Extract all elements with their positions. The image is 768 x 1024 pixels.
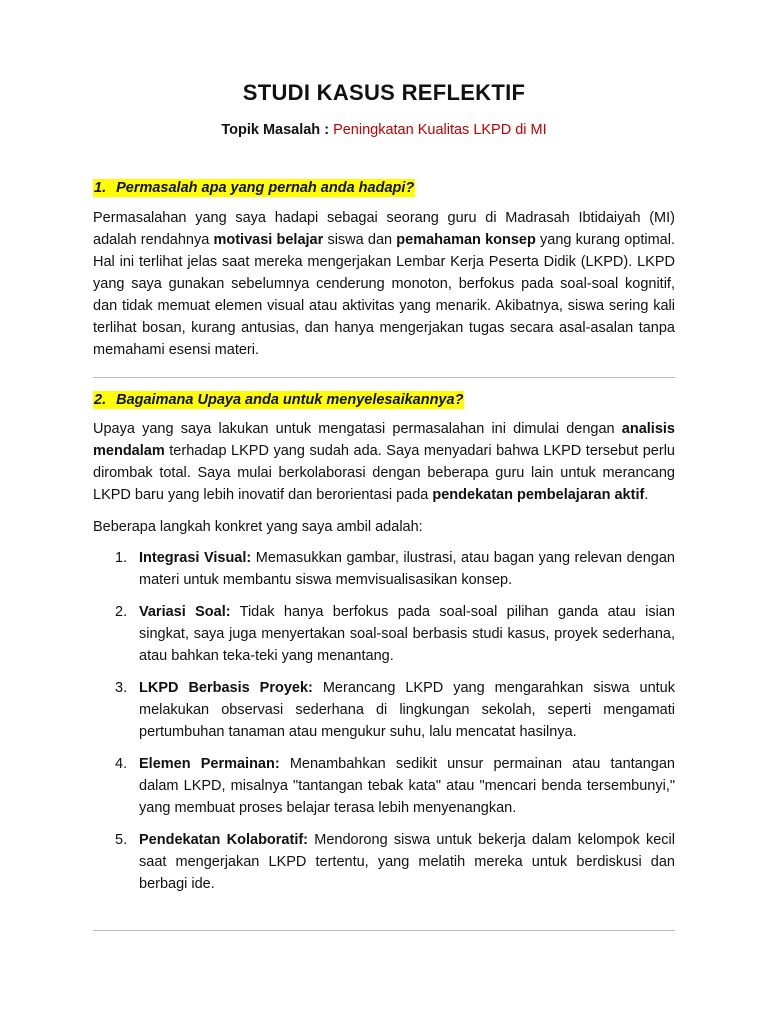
steps-list xyxy=(93,547,675,895)
question-1-number: 1. xyxy=(94,180,107,196)
step-text: Tidak hanya berfokus pada soal-soal pilihan ganda atau isian singkat, saya juga menyertakan soal-soal berbasis studi kasus, proyek sederhana, atau bahkan teka-teki yang menantang. xyxy=(139,604,675,664)
topic-line xyxy=(0,122,768,138)
step-term: Pendekatan Kolaboratif: xyxy=(139,832,309,848)
step-text: Merancang LKPD yang mengarahkan siswa untuk melakukan observasi sederhana di lingkungan sekolah, seperti mengamati pertumbuhan tanaman atau mengukur suhu, lalu mencatat hasilnya. xyxy=(139,680,675,740)
step-text: Memasukkan gambar, ilustrasi, atau bagan yang relevan dengan materi untuk membantu siswa memvisualisasikan konsep. xyxy=(139,550,675,588)
question-1-text: Permasalah apa yang pernah anda hadapi? xyxy=(116,180,415,196)
step-text: Mendorong siswa untuk bekerja dalam kelompok kecil saat mengerjakan LKPD tertentu, yang melatih mereka untuk berdiskusi dan berbagi ide. xyxy=(139,832,675,892)
text-run: yang kurang optimal. Hal ini terlihat jelas saat mereka mengerjakan Lembar Kerja Peserta Didik (LKPD). LKPD yang saya gunakan sebelumnya cenderung monoton, berfokus pada soal-soal kognitif, dan tidak memuat elemen visual atau aktivitas yang menarik. Akibatnya, siswa sering kali terlihat bosan, kurang antusias, dan hanya mengerjakan tugas secara asal-asalan tanpa memahami esensi materi. xyxy=(93,232,675,358)
text-run: Permasalahan yang saya hadapi sebagai seorang guru di Madrasah Ibtidaiyah (MI) adalah rendahnya xyxy=(93,210,675,248)
list-item xyxy=(93,547,675,591)
list-number: 3. xyxy=(115,680,128,696)
topic-label: Topik Masalah : xyxy=(221,122,330,138)
question-1-heading xyxy=(93,179,415,197)
section-solution xyxy=(93,391,675,905)
text-run: siswa dan xyxy=(323,232,397,248)
step-term: Elemen Permainan: xyxy=(139,756,280,772)
problem-paragraph xyxy=(93,207,675,361)
step-term: Variasi Soal: xyxy=(139,604,231,620)
document-title: STUDI KASUS REFLEKTIF xyxy=(242,80,526,105)
text-run: terhadap LKPD yang sudah ada. Saya menyadari bahwa LKPD tersebut perlu dirombak total. Saya mulai berkolaborasi dengan beberapa guru lain untuk merancang LKPD baru yang lebih inovatif dan berorientasi pada xyxy=(93,443,675,503)
step-term: LKPD Berbasis Proyek: xyxy=(139,680,313,696)
solution-paragraph xyxy=(93,418,675,506)
list-item xyxy=(93,829,675,895)
section-divider xyxy=(93,377,675,378)
list-item xyxy=(93,677,675,743)
question-2-text: Bagaimana Upaya anda untuk menyelesaikannya? xyxy=(116,392,464,408)
list-number: 5. xyxy=(115,832,128,848)
section-problem xyxy=(93,179,675,361)
bold-term: pemahaman konsep xyxy=(396,232,536,248)
list-number: 1. xyxy=(115,550,128,566)
question-2-number: 2. xyxy=(94,392,107,408)
list-item xyxy=(93,601,675,667)
section-divider xyxy=(93,930,675,931)
step-term: Integrasi Visual: xyxy=(139,550,252,566)
steps-intro: Beberapa langkah konkret yang saya ambil adalah: xyxy=(93,519,423,535)
bold-term: analisis mendalam xyxy=(93,421,675,459)
step-text: Menambahkan sedikit unsur permainan atau tantangan dalam LKPD, misalnya "tantangan tebak kata" atau "mencari benda tersembunyi," yang membuat proses belajar terasa lebih menyenangkan. xyxy=(139,756,675,816)
text-run: . xyxy=(644,487,649,503)
bold-term: pendekatan pembelajaran aktif xyxy=(432,487,645,503)
bold-term: motivasi belajar xyxy=(213,232,324,248)
topic-value: Peningkatan Kualitas LKPD di MI xyxy=(333,122,547,138)
list-number: 2. xyxy=(115,604,128,620)
question-2-heading xyxy=(93,391,464,409)
list-item xyxy=(93,753,675,819)
list-number: 4. xyxy=(115,756,128,772)
text-run: Upaya yang saya lakukan untuk mengatasi permasalahan ini dimulai dengan xyxy=(93,421,622,437)
